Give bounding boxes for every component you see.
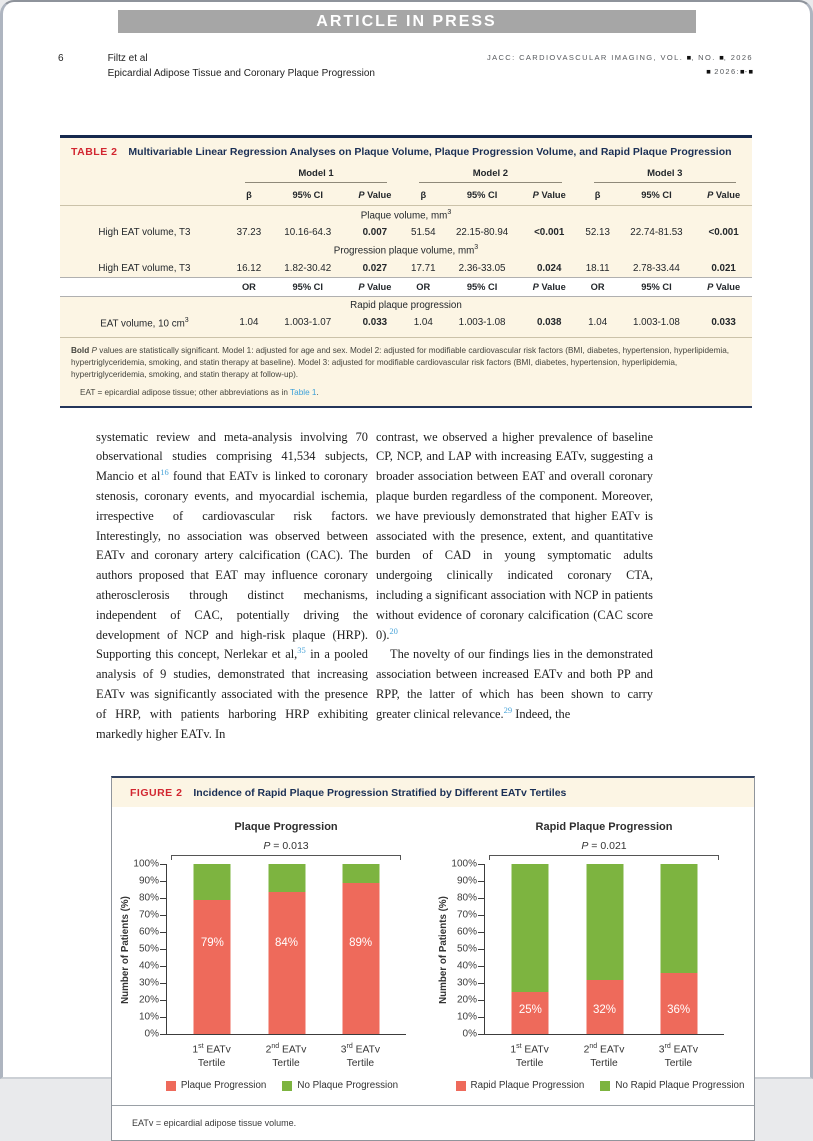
plot-area xyxy=(133,858,406,1040)
running-authors-block xyxy=(108,51,375,81)
reference-link[interactable]: 16 xyxy=(160,467,169,478)
p-value-cell: 0.033 xyxy=(711,317,736,329)
y-tick-label: 50% xyxy=(138,943,159,955)
journal-citation-line1: JACC: CARDIOVASCULAR IMAGING, VOL. ■, NO. ■, 2026 xyxy=(486,53,753,62)
value-cell: 37.23 xyxy=(236,227,262,239)
y-tick-label: 80% xyxy=(138,892,159,904)
column-header: 95% CI xyxy=(618,186,696,206)
y-tick-label: 50% xyxy=(456,943,477,955)
bar-percent-label: 32% xyxy=(592,1003,617,1016)
value-cell: 52.13 xyxy=(585,227,610,239)
section-row-label: Rapid plaque progression xyxy=(350,299,462,311)
legend-label: No Plaque Progression xyxy=(297,1080,399,1092)
bar-segment-green xyxy=(342,864,379,883)
y-tick-mark xyxy=(478,932,484,933)
bar-segment-green xyxy=(194,864,231,900)
x-tick-label: 1st EATv Tertile xyxy=(192,1043,231,1069)
y-tick-label: 20% xyxy=(456,994,477,1006)
bar-percent-label: 25% xyxy=(518,1003,542,1016)
article-in-press-banner xyxy=(118,10,696,33)
chart-legend xyxy=(140,1080,424,1091)
value-cell: 1.04 xyxy=(239,317,259,329)
stacked-bar xyxy=(342,864,379,1034)
y-tick-label: 80% xyxy=(456,892,477,904)
column-header: 95% CI xyxy=(443,186,521,206)
table2-grid xyxy=(60,165,752,332)
y-tick-mark xyxy=(160,1034,166,1035)
model-header: Model 3 xyxy=(594,168,736,183)
plot-area xyxy=(451,858,724,1040)
column-header: 95% CI xyxy=(618,277,696,296)
bar-percent-label: 36% xyxy=(667,1003,691,1016)
y-tick-label: 30% xyxy=(138,977,159,989)
x-tick-label: 2nd EATv Tertile xyxy=(583,1043,625,1069)
y-tick-mark xyxy=(478,1000,484,1001)
legend-item xyxy=(166,1080,267,1091)
column-header: P Value xyxy=(346,186,403,206)
figure2-charts xyxy=(112,807,754,1105)
legend-swatch-red xyxy=(456,1081,466,1091)
y-tick-mark xyxy=(478,915,484,916)
table2-title: Multivariable Linear Regression Analyses on Plaque Volume, Plaque Progression Volume, and Rapid Plaque Progression xyxy=(128,146,732,158)
chart-title: Rapid Plaque Progression xyxy=(535,821,673,834)
body-text xyxy=(96,428,760,745)
legend-swatch-red xyxy=(166,1081,176,1091)
column-header: β xyxy=(229,186,269,206)
bar-percent-label: 89% xyxy=(349,937,373,950)
y-tick-label: 100% xyxy=(451,858,477,870)
p-value-cell: <0.001 xyxy=(708,227,739,239)
value-cell: 1.003-1.07 xyxy=(284,317,332,329)
row-label: High EAT volume, T3 xyxy=(98,262,191,274)
reference-link[interactable]: 29 xyxy=(503,704,513,715)
y-tick-label: 20% xyxy=(138,994,159,1006)
y-tick-label: 90% xyxy=(138,875,159,887)
y-tick-mark xyxy=(160,932,166,933)
chart-rapid-plaque-progression xyxy=(438,821,745,1101)
legend-label: No Rapid Plaque Progression xyxy=(615,1080,745,1092)
y-tick-label: 60% xyxy=(138,926,159,938)
x-axis-labels xyxy=(484,1040,724,1074)
value-cell: 1.82-30.42 xyxy=(284,262,332,274)
legend-item xyxy=(600,1080,744,1091)
value-cell: 1.04 xyxy=(588,317,608,329)
legend-item xyxy=(456,1080,585,1091)
journal-citation-line2: ■ 2026:■-■ xyxy=(706,67,753,76)
p-value-cell: 0.021 xyxy=(711,262,736,274)
p-value-cell: 0.027 xyxy=(362,262,388,274)
running-title: Epicardial Adipose Tissue and Coronary Plaque Progression xyxy=(107,68,375,79)
y-tick-mark xyxy=(478,1017,484,1018)
value-cell: 16.12 xyxy=(236,262,262,274)
y-tick-mark xyxy=(160,898,166,899)
y-tick-mark xyxy=(478,881,484,882)
value-cell: 1.04 xyxy=(413,317,433,329)
significance-bracket xyxy=(171,855,401,860)
legend-label: Plaque Progression xyxy=(180,1080,267,1092)
section-row-label: Progression plaque volume, $mm^3$ xyxy=(333,244,479,257)
y-tick-mark xyxy=(478,949,484,950)
column-header: OR xyxy=(229,277,269,296)
legend-swatch-green xyxy=(282,1081,292,1091)
y-tick-label: 30% xyxy=(456,977,477,989)
stacked-bar xyxy=(268,864,305,1034)
column-header: 95% CI xyxy=(269,277,347,296)
column-header: OR xyxy=(403,277,443,296)
body-paragraph: contrast, we observed a higher prevalence of baseline CP, NCP, and LAP with increasing EATv, suggesting a broader association between EAT and overall coronary plaque burden regardless of the component. Moreover, we have previously demonstrated that higher EATv is associated with the presence, extent, and quantitative burden of CAD in young symptomatic adults undergoing clinically indicated coronary CTA, including a significant association with NCP in patients without evidence of coronary calcification (CAC score 0).$^{20}$ xyxy=(376,429,653,642)
bar-segment-red xyxy=(342,883,379,1034)
y-tick-mark xyxy=(478,1034,484,1035)
chart-title: Plaque Progression xyxy=(234,821,338,834)
y-tick-mark xyxy=(160,983,166,984)
bar-segment-green xyxy=(512,864,549,992)
value-cell: 2.36-33.05 xyxy=(458,262,506,274)
y-tick-mark xyxy=(160,1017,166,1018)
figure2-label: FIGURE 2 xyxy=(130,787,183,800)
table1-link[interactable]: Table 1 xyxy=(290,387,317,397)
running-authors: Filtz et al xyxy=(107,53,148,64)
y-tick-mark xyxy=(160,949,166,950)
column-header: P Value xyxy=(521,277,578,296)
table2-footnote: Bold P values are statistically significant. Model 1: adjusted for age and sex. Model 2: adjusted for modifiable cardiovascular risk factors (BMI, diabetes, hypertension, hyperlipidemia, hypertriglyceridemia, smoking, and statin therapy at baseline). Model 3: adjusted for modifiable cardiovascular risk factors (BMI, diabetes, hypertension, hyperlipidemia, hypertriglyceridemia, smoking, and statin therapy at follow-up). xyxy=(60,337,752,386)
row-label: EAT volume, 10 $cm^3$ xyxy=(100,316,189,329)
body-text-left-column: systematic review and meta-analysis involving 70 observational studies comprising 41,534 subjects, Mancio et al$^{16}$ found that EATv is linked to coronary stenosis, coronary events, and myocardial ischemia, irrespective of cardiovascular risk factors. Interestingly, no association was observed between EATv and coronary artery calcification (CAC). The authors proposed that EAT may influence coronary atherosclerosis through distinct mechanisms, independent of CAC, potentially driving the development of NCP and high-risk plaque (HRP). Supporting this concept, Nerlekar et al,$^{35}$ in a pooled analysis of 9 studies, demonstrated that increasing EATv was significantly associated with the presence of HRP, with patients harboring HRP exhibiting markedly higher EATv. In xyxy=(96,429,368,741)
table2-abbreviations: EAT = epicardial adipose tissue; other abbreviations as in Table 1. xyxy=(80,387,319,397)
model-header: Model 2 xyxy=(419,168,561,183)
value-cell: 17.71 xyxy=(411,262,436,274)
legend-swatch-green xyxy=(600,1081,610,1091)
y-tick-mark xyxy=(160,915,166,916)
y-tick-label: 60% xyxy=(456,926,477,938)
p-value-label: P = 0.021 xyxy=(581,840,627,853)
running-head xyxy=(58,51,753,81)
legend-item xyxy=(282,1080,398,1091)
value-cell: 18.11 xyxy=(585,262,610,274)
column-header: β xyxy=(403,186,443,206)
value-cell: 51.54 xyxy=(411,227,436,239)
p-value-cell: 0.007 xyxy=(362,227,388,239)
y-tick-label: 90% xyxy=(456,875,477,887)
banner-text: ARTICLE IN PRESS xyxy=(316,13,497,30)
x-tick-label: 3rd EATv Tertile xyxy=(658,1043,699,1069)
reference-link[interactable]: 35 xyxy=(297,645,306,656)
p-value-cell: 0.024 xyxy=(536,262,562,274)
y-tick-mark xyxy=(478,898,484,899)
bar-percent-label: 79% xyxy=(200,937,224,950)
y-tick-label: 70% xyxy=(456,909,477,921)
y-tick-mark xyxy=(160,881,166,882)
y-tick-mark xyxy=(478,983,484,984)
y-tick-label: 40% xyxy=(456,960,477,972)
stacked-bar xyxy=(586,864,623,1034)
column-header: β xyxy=(578,186,618,206)
figure2-title: Incidence of Rapid Plaque Progression Stratified by Different EATv Tertiles xyxy=(193,787,567,800)
column-header: P Value xyxy=(695,186,752,206)
stacked-bar xyxy=(512,864,549,1034)
column-header: P Value xyxy=(695,277,752,296)
y-tick-mark xyxy=(160,966,166,967)
y-tick-mark xyxy=(478,966,484,967)
y-tick-label: 10% xyxy=(138,1011,159,1023)
y-tick-label: 10% xyxy=(456,1011,477,1023)
value-cell: 22.74-81.53 xyxy=(630,227,683,239)
chart-legend xyxy=(458,1080,745,1092)
legend-label: Rapid Plaque Progression xyxy=(470,1080,585,1092)
y-tick-mark xyxy=(478,864,484,865)
section-row-label: Plaque volume, $mm^3$ xyxy=(360,209,452,222)
stacked-bar xyxy=(660,864,697,1034)
journal-citation xyxy=(487,51,753,79)
column-header: 95% CI xyxy=(443,277,521,296)
page-number: 6 xyxy=(58,53,64,64)
y-tick-label: 70% xyxy=(138,909,159,921)
y-tick-mark xyxy=(160,864,166,865)
table2-label: TABLE 2 xyxy=(71,146,118,158)
y-tick-label: 0% xyxy=(144,1028,159,1040)
y-tick-mark xyxy=(160,1000,166,1001)
p-value-cell: 0.038 xyxy=(536,317,562,329)
p-value-cell: <0.001 xyxy=(534,227,565,239)
p-value-label: P = 0.013 xyxy=(263,840,309,853)
body-paragraph: The novelty of our findings lies in the demonstrated association between increased EATv and both PP and RPP, the latter of which has been shown to carry greater clinical relevance.$^{29}$ Indeed, the xyxy=(376,647,653,721)
column-header: OR xyxy=(578,277,618,296)
bar-segment-green xyxy=(268,864,305,891)
value-cell: 22.15-80.94 xyxy=(455,227,509,239)
value-cell: 1.003-1.08 xyxy=(458,317,506,329)
bar-segment-red xyxy=(194,900,231,1034)
value-cell: 10.16-64.3 xyxy=(284,227,332,239)
significance-bracket xyxy=(489,855,719,860)
column-header: P Value xyxy=(346,277,403,296)
column-header: 95% CI xyxy=(269,186,347,206)
y-tick-label: 40% xyxy=(138,960,159,972)
figure2-footnote: EATv = epicardial adipose tissue volume. xyxy=(112,1105,754,1140)
value-cell: 2.78-33.44 xyxy=(633,262,680,274)
column-header: P Value xyxy=(521,186,578,206)
p-value-cell: 0.033 xyxy=(362,317,388,329)
x-tick-label: 2nd EATv Tertile xyxy=(265,1043,307,1069)
model-header: Model 1 xyxy=(245,168,387,183)
y-axis-label: Number of Patients (%) xyxy=(438,896,449,1004)
bar-segment-red xyxy=(268,892,305,1035)
bar-segment-green xyxy=(660,864,697,973)
bar-segment-green xyxy=(586,864,623,980)
table2-card xyxy=(60,135,752,408)
stacked-bar xyxy=(194,864,231,1034)
y-tick-label: 0% xyxy=(462,1028,477,1040)
value-cell: 1.003-1.08 xyxy=(633,317,680,329)
figure2-card xyxy=(111,776,755,1141)
row-label: High EAT volume, T3 xyxy=(98,227,191,239)
y-axis-label: Number of Patients (%) xyxy=(120,896,131,1004)
x-axis-labels xyxy=(166,1040,406,1074)
y-tick-label: 100% xyxy=(133,858,159,870)
x-tick-label: 3rd EATv Tertile xyxy=(340,1043,381,1069)
reference-link[interactable]: 20 xyxy=(389,625,398,636)
x-tick-label: 1st EATv Tertile xyxy=(510,1043,549,1069)
chart-plaque-progression xyxy=(120,821,424,1101)
bar-percent-label: 84% xyxy=(274,937,299,950)
body-text-right-column xyxy=(376,428,653,745)
